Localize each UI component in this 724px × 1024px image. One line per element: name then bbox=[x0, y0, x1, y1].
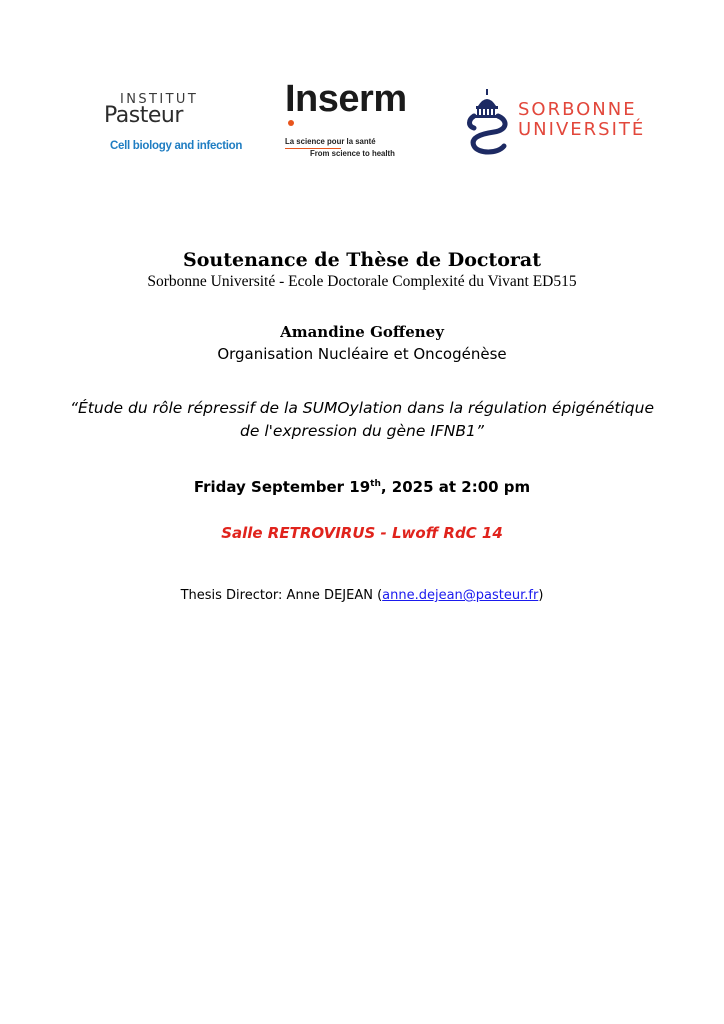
sorbonne-universite-logo bbox=[464, 86, 654, 158]
document-title: Soutenance de Thèse de Doctorat bbox=[183, 249, 541, 271]
candidate-name: Amandine Goffeney bbox=[280, 323, 444, 341]
sorbonne-logo-line2: UNIVERSITÉ bbox=[518, 119, 646, 140]
defense-room: Salle RETROVIRUS - Lwoff RdC 14 bbox=[221, 524, 503, 542]
inserm-logo-tagline-en: From science to health bbox=[310, 149, 395, 158]
thesis-director bbox=[0, 588, 724, 603]
defense-date-rest: , 2025 at 2:00 pm bbox=[380, 478, 531, 496]
thesis-director-close: ) bbox=[538, 588, 544, 603]
institut-pasteur-logo bbox=[104, 92, 243, 158]
pasteur-logo-name-text: Pasteur bbox=[104, 103, 183, 128]
inserm-logo-name: Inserm bbox=[285, 78, 407, 120]
pasteur-logo-tagline: Cell biology and infection bbox=[110, 140, 243, 152]
defense-date-ordinal: th bbox=[370, 479, 381, 489]
sorbonne-dome-s-icon bbox=[464, 86, 510, 156]
pasteur-logo-institut-text: INSTITUT bbox=[120, 92, 199, 107]
thesis-title-line-1: “Étude du rôle répressif de la SUMOylation dans la régulation épigénétique bbox=[69, 399, 654, 417]
sorbonne-logo-line1: SORBONNE bbox=[518, 99, 637, 120]
inserm-logo-dot bbox=[288, 120, 294, 126]
doctoral-school: Sorbonne Université - Ecole Doctorale Complexité du Vivant ED515 bbox=[147, 273, 577, 290]
inserm-logo-tagline-fr: La science pour la santé bbox=[285, 137, 376, 146]
defense-date bbox=[0, 478, 724, 496]
thesis-director-label: Thesis Director: Anne DEJEAN ( bbox=[180, 588, 383, 603]
defense-date-prefix: Friday September 19 bbox=[193, 478, 371, 496]
director-email-link[interactable]: anne.dejean@pasteur.fr bbox=[382, 588, 539, 603]
thesis-title-line-2: de l'expression du gène IFNB1” bbox=[240, 422, 484, 440]
inserm-logo bbox=[285, 78, 425, 160]
lab-name: Organisation Nucléaire et Oncogénèse bbox=[217, 345, 507, 363]
